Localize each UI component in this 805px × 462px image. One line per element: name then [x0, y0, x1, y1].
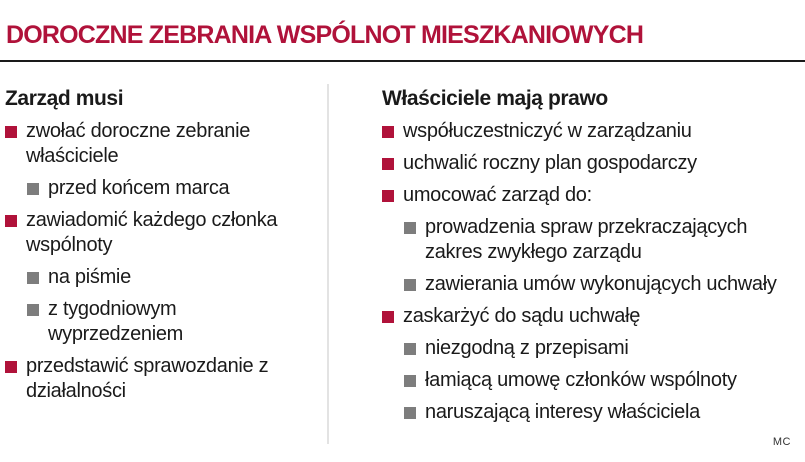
sub-list-item-text: zawierania umów wykonujących uchwały — [425, 273, 777, 295]
list-item-text: zaskarżyć do sądu uchwałę — [403, 305, 641, 327]
sub-list-item — [5, 176, 315, 201]
sub-list-item — [5, 265, 315, 290]
page-title: DOROCZNE ZEBRANIA WSPÓLNOT MIESZKANIOWYCH — [6, 21, 644, 49]
list-item-text: przedstawić sprawozdanie z działalności — [26, 355, 269, 402]
sub-list-item-text: z tygodniowym wyprzedzeniem — [48, 298, 184, 345]
author-credit: MC — [772, 436, 791, 448]
list-item — [5, 119, 306, 169]
left-heading: Zarząd musi — [5, 87, 124, 110]
sub-list-item-text: łamiącą umowę członków wspólnoty — [425, 369, 737, 391]
column-divider — [327, 84, 329, 444]
sub-list-item-text: przed końcem marca — [48, 177, 230, 199]
red-square-bullet-icon — [382, 158, 394, 170]
list-item — [5, 354, 286, 404]
right-column — [382, 86, 797, 432]
sub-list-item-text: na piśmie — [48, 266, 131, 288]
list-item — [382, 151, 797, 176]
list-item — [382, 183, 797, 208]
list-item-text: uchwalić roczny plan gospodarczy — [403, 152, 697, 174]
grey-square-bullet-icon — [27, 183, 39, 195]
sub-list-item — [382, 215, 797, 265]
red-square-bullet-icon — [382, 311, 394, 323]
grey-square-bullet-icon — [27, 304, 39, 316]
right-list — [382, 119, 797, 425]
sub-list-item — [382, 272, 797, 297]
red-square-bullet-icon — [5, 126, 17, 138]
grey-square-bullet-icon — [404, 222, 416, 234]
red-square-bullet-icon — [5, 361, 17, 373]
grey-square-bullet-icon — [404, 279, 416, 291]
title-rule — [0, 60, 805, 62]
grey-square-bullet-icon — [27, 272, 39, 284]
sub-list-item-text: prowadzenia spraw przekraczających zakres zwykłego zarządu — [425, 216, 748, 263]
red-square-bullet-icon — [382, 190, 394, 202]
sub-list-item — [382, 336, 797, 361]
grey-square-bullet-icon — [404, 343, 416, 355]
grey-square-bullet-icon — [404, 375, 416, 387]
grey-square-bullet-icon — [404, 407, 416, 419]
sub-list-item — [382, 368, 797, 393]
sub-list-item-text: niezgodną z przepisami — [425, 337, 629, 359]
list-item — [382, 119, 797, 144]
left-column — [5, 86, 315, 411]
red-square-bullet-icon — [5, 215, 17, 227]
red-square-bullet-icon — [382, 126, 394, 138]
list-item-text: zwołać doroczne zebranie właściciele — [26, 120, 251, 167]
list-item-text: zawiadomić każdego członka wspólnoty — [26, 209, 278, 256]
list-item-text: umocować zarząd do: — [403, 184, 592, 206]
list-item — [5, 208, 306, 258]
right-heading: Właściciele mają prawo — [382, 87, 608, 110]
list-item — [382, 304, 797, 329]
left-list — [5, 119, 315, 404]
sub-list-item — [5, 297, 248, 347]
sub-list-item-text: naruszającą interesy właściciela — [425, 401, 700, 423]
sub-list-item — [382, 400, 797, 425]
list-item-text: współuczestniczyć w zarządzaniu — [403, 120, 692, 142]
